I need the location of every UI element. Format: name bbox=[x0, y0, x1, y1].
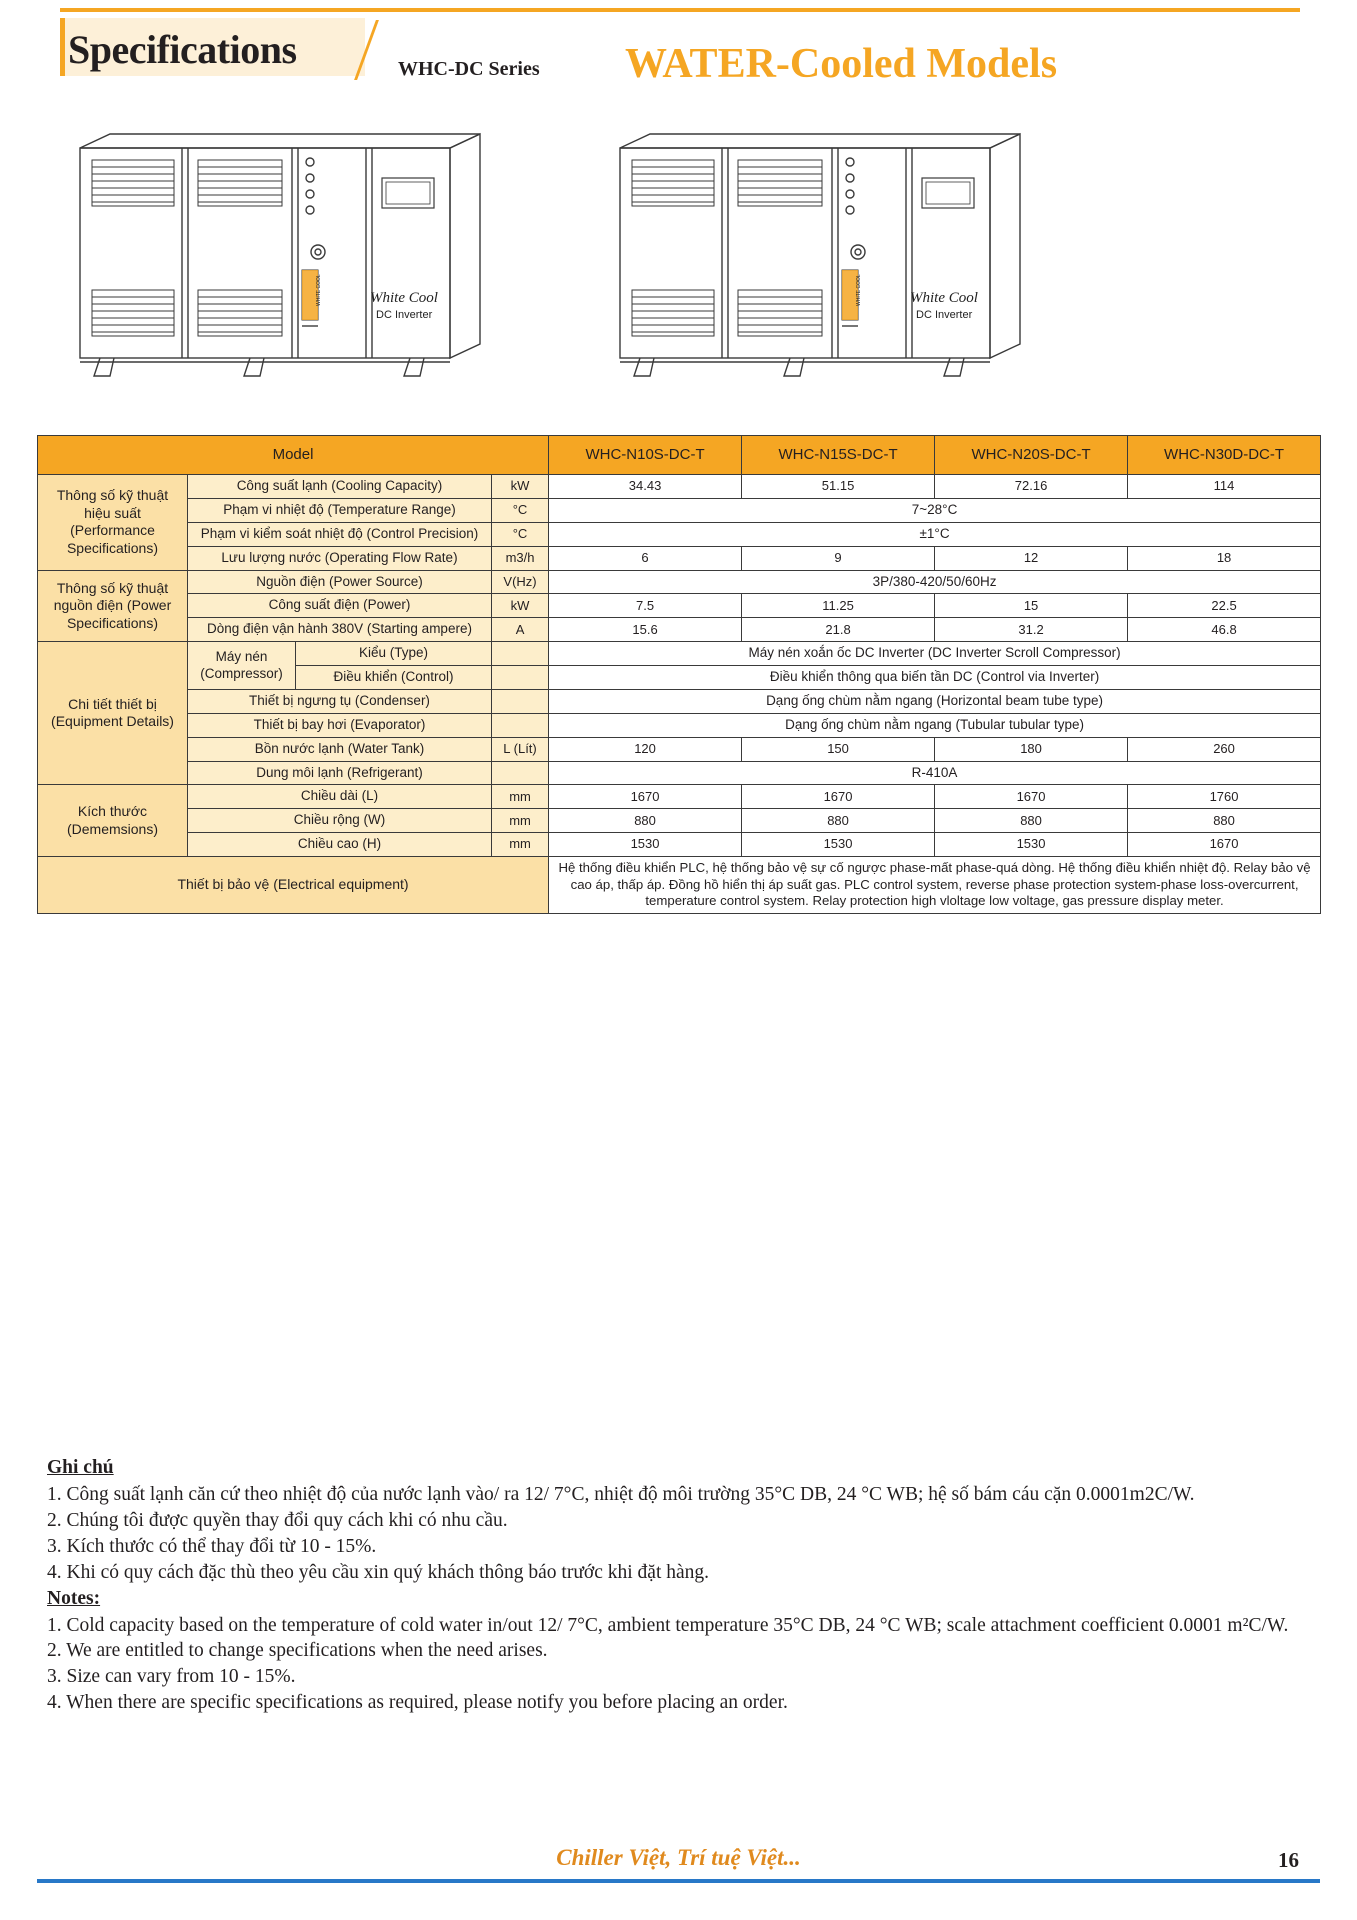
cell-flow-rate-1: 6 bbox=[549, 546, 742, 570]
model-col-4: WHC-N30D-DC-T bbox=[1128, 436, 1321, 475]
unit-cooling-capacity: kW bbox=[492, 475, 549, 499]
cell-width-1: 880 bbox=[549, 809, 742, 833]
table-header-row bbox=[38, 436, 1321, 475]
cell-starting-ampere-1: 15.6 bbox=[549, 618, 742, 642]
note-vi-2: 2. Chúng tôi được quyền thay đổi quy cách khi có nhu cầu. bbox=[47, 1509, 508, 1531]
row-label-cooling-capacity: Công suất lạnh (Cooling Capacity) bbox=[188, 475, 492, 499]
cell-flow-rate-3: 12 bbox=[935, 546, 1128, 570]
page-title: Specifications bbox=[68, 27, 297, 72]
unit-evaporator bbox=[492, 713, 549, 737]
unit-width: mm bbox=[492, 809, 549, 833]
cell-power-3: 15 bbox=[935, 594, 1128, 618]
unit-refrigerant bbox=[492, 761, 549, 785]
table-row bbox=[38, 761, 1321, 785]
row-label-evaporator: Thiết bị bay hơi (Evaporator) bbox=[188, 713, 492, 737]
specifications-table bbox=[37, 435, 1321, 914]
brand-label: White Cool bbox=[370, 290, 438, 306]
cell-height-2: 1530 bbox=[742, 833, 935, 857]
brand-label-2: White Cool bbox=[910, 290, 978, 306]
cell-power-4: 22.5 bbox=[1128, 594, 1321, 618]
table-row bbox=[38, 713, 1321, 737]
row-label-power-source: Nguồn điện (Power Source) bbox=[188, 570, 492, 594]
cell-power-source: 3P/380-420/50/60Hz bbox=[549, 570, 1321, 594]
row-label-compressor-type: Kiểu (Type) bbox=[296, 642, 492, 666]
top-rule bbox=[60, 8, 1300, 12]
table-row bbox=[38, 522, 1321, 546]
note-en-2: 2. We are entitled to change specifications when the need arises. bbox=[47, 1640, 548, 1662]
panel-tag-label: WHITE COOL bbox=[316, 274, 322, 306]
unit-water-tank: L (Lít) bbox=[492, 737, 549, 761]
row-label-width: Chiều rộng (W) bbox=[188, 809, 492, 833]
unit-power-source: V(Hz) bbox=[492, 570, 549, 594]
table-row bbox=[38, 689, 1321, 713]
footer-slogan: Chiller Việt, Trí tuệ Việt... bbox=[556, 1845, 801, 1870]
unit-starting-ampere: A bbox=[492, 618, 549, 642]
group-power: Thông số kỹ thuật nguồn điện (Power Specifications) bbox=[38, 570, 188, 642]
panel-tag-label-2: WHITE COOL bbox=[856, 274, 862, 306]
cell-width-3: 880 bbox=[935, 809, 1128, 833]
cell-refrigerant: R-410A bbox=[549, 761, 1321, 785]
section-title: WATER-Cooled Models bbox=[625, 41, 1058, 87]
row-label-electrical-equipment: Thiết bị bảo vệ (Electrical equipment) bbox=[38, 857, 549, 914]
table-row bbox=[38, 737, 1321, 761]
cell-power-2: 11.25 bbox=[742, 594, 935, 618]
note-en-3: 3. Size can vary from 10 - 15%. bbox=[47, 1666, 296, 1688]
chiller-illustration bbox=[70, 130, 500, 380]
cell-evaporator: Dạng ống chùm nằm ngang (Tubular tubular type) bbox=[549, 713, 1321, 737]
cell-control-precision: ±1°C bbox=[549, 522, 1321, 546]
brand-sublabel: DC Inverter bbox=[376, 309, 433, 321]
cell-water-tank-2: 150 bbox=[742, 737, 935, 761]
table-row bbox=[38, 618, 1321, 642]
cell-water-tank-3: 180 bbox=[935, 737, 1128, 761]
row-label-control-precision: Phạm vi kiểm soát nhiệt độ (Control Precision) bbox=[188, 522, 492, 546]
unit-compressor-control bbox=[492, 666, 549, 690]
unit-height: mm bbox=[492, 833, 549, 857]
row-label-compressor: Máy nén (Compressor) bbox=[188, 642, 296, 690]
table-row bbox=[38, 785, 1321, 809]
cell-length-3: 1670 bbox=[935, 785, 1128, 809]
table-row bbox=[38, 833, 1321, 857]
cell-compressor-control: Điều khiển thông qua biến tần DC (Control via Inverter) bbox=[549, 666, 1321, 690]
product-image-left bbox=[70, 130, 590, 400]
table-row bbox=[38, 475, 1321, 499]
footer-rule bbox=[37, 1879, 1320, 1883]
model-col-3: WHC-N20S-DC-T bbox=[935, 436, 1128, 475]
note-vi-3: 3. Kích thước có thể thay đổi từ 10 - 15%. bbox=[47, 1535, 377, 1557]
unit-compressor-type bbox=[492, 642, 549, 666]
unit-power: kW bbox=[492, 594, 549, 618]
cell-length-4: 1760 bbox=[1128, 785, 1321, 809]
cell-starting-ampere-4: 46.8 bbox=[1128, 618, 1321, 642]
row-label-refrigerant: Dung môi lạnh (Refrigerant) bbox=[188, 761, 492, 785]
unit-length: mm bbox=[492, 785, 549, 809]
row-label-starting-ampere: Dòng điện vận hành 380V (Starting ampere) bbox=[188, 618, 492, 642]
cell-flow-rate-4: 18 bbox=[1128, 546, 1321, 570]
group-dimensions: Kích thước (Dememsions) bbox=[38, 785, 188, 857]
row-label-temperature-range: Phạm vi nhiệt độ (Temperature Range) bbox=[188, 498, 492, 522]
model-col-2: WHC-N15S-DC-T bbox=[742, 436, 935, 475]
cell-width-2: 880 bbox=[742, 809, 935, 833]
cell-starting-ampere-2: 21.8 bbox=[742, 618, 935, 642]
row-label-power: Công suất điện (Power) bbox=[188, 594, 492, 618]
table-row bbox=[38, 857, 1321, 914]
cell-length-2: 1670 bbox=[742, 785, 935, 809]
unit-temperature-range: °C bbox=[492, 498, 549, 522]
cell-water-tank-1: 120 bbox=[549, 737, 742, 761]
unit-flow-rate: m3/h bbox=[492, 546, 549, 570]
cell-height-3: 1530 bbox=[935, 833, 1128, 857]
brand-sublabel-2: DC Inverter bbox=[916, 309, 973, 321]
cell-condenser: Dạng ống chùm nằm ngang (Horizontal beam tube type) bbox=[549, 689, 1321, 713]
cell-cooling-capacity-1: 34.43 bbox=[549, 475, 742, 499]
table-row bbox=[38, 546, 1321, 570]
cell-cooling-capacity-4: 114 bbox=[1128, 475, 1321, 499]
note-vi-4: 4. Khi có quy cách đặc thù theo yêu cầu xin quý khách thông báo trước khi đặt hàng. bbox=[47, 1561, 710, 1583]
cell-cooling-capacity-2: 51.15 bbox=[742, 475, 935, 499]
row-label-condenser: Thiết bị ngưng tụ (Condenser) bbox=[188, 689, 492, 713]
notes-section bbox=[47, 1455, 1317, 1716]
group-performance: Thông số kỹ thuật hiệu suất (Performance Specifications) bbox=[38, 475, 188, 571]
product-image-right bbox=[610, 130, 1130, 400]
product-images bbox=[60, 130, 1310, 410]
cell-cooling-capacity-3: 72.16 bbox=[935, 475, 1128, 499]
chiller-illustration-2 bbox=[610, 130, 1040, 380]
cell-flow-rate-2: 9 bbox=[742, 546, 935, 570]
row-label-flow-rate: Lưu lượng nước (Operating Flow Rate) bbox=[188, 546, 492, 570]
table-row bbox=[38, 809, 1321, 833]
cell-electrical-equipment: Hệ thống điều khiển PLC, hệ thống bảo vệ sự cố ngược phase-mất phase-quá dòng. Hệ thống điều khiển nhiệt độ. Relay bảo vệ cao áp, thấp áp. Đồng hồ hiển thị áp suất gas. PLC control system, reverse phase protection system-phase loss-overcurrent, temperature control system. Relay protection high vloltage low voltage, gas pressure display meter. bbox=[549, 857, 1321, 914]
cell-temperature-range: 7~28°C bbox=[549, 498, 1321, 522]
note-en-4: 4. When there are specific specifications as required, please notify you before placing an order. bbox=[47, 1692, 788, 1714]
cell-power-1: 7.5 bbox=[549, 594, 742, 618]
cell-water-tank-4: 260 bbox=[1128, 737, 1321, 761]
table-row bbox=[38, 570, 1321, 594]
cell-height-1: 1530 bbox=[549, 833, 742, 857]
page-number: 16 bbox=[1278, 1848, 1299, 1872]
cell-compressor-type: Máy nén xoắn ốc DC Inverter (DC Inverter Scroll Compressor) bbox=[549, 642, 1321, 666]
cell-width-4: 880 bbox=[1128, 809, 1321, 833]
cell-length-1: 1670 bbox=[549, 785, 742, 809]
cell-height-4: 1670 bbox=[1128, 833, 1321, 857]
model-col-1: WHC-N10S-DC-T bbox=[549, 436, 742, 475]
note-en-1: 1. Cold capacity based on the temperature of cold water in/out 12/ 7°C, ambient temperature 35°C DB, 24 °C WB; scale attachment coefficient 0.0001 m²C/W. bbox=[47, 1614, 1289, 1636]
notes-heading-en: Notes: bbox=[47, 1587, 101, 1609]
unit-condenser bbox=[492, 689, 549, 713]
row-label-compressor-control: Điều khiển (Control) bbox=[296, 666, 492, 690]
page-header bbox=[60, 18, 1310, 90]
table-row bbox=[38, 594, 1321, 618]
row-label-water-tank: Bồn nước lạnh (Water Tank) bbox=[188, 737, 492, 761]
table-row bbox=[38, 642, 1321, 666]
row-label-length: Chiều dài (L) bbox=[188, 785, 492, 809]
cell-starting-ampere-3: 31.2 bbox=[935, 618, 1128, 642]
model-header: Model bbox=[38, 436, 549, 475]
notes-heading-vi: Ghi chú bbox=[47, 1457, 114, 1478]
row-label-height: Chiều cao (H) bbox=[188, 833, 492, 857]
note-vi-1: 1. Công suất lạnh căn cứ theo nhiệt độ của nước lạnh vào/ ra 12/ 7°C, nhiệt độ môi trường 35°C DB, 24 °C WB; hệ số bám cáu cặn 0.0001m2C/W. bbox=[47, 1483, 1195, 1505]
series-label: WHC-DC Series bbox=[398, 58, 540, 80]
table-row bbox=[38, 498, 1321, 522]
group-equipment: Chi tiết thiết bị (Equipment Details) bbox=[38, 642, 188, 785]
unit-control-precision: °C bbox=[492, 522, 549, 546]
